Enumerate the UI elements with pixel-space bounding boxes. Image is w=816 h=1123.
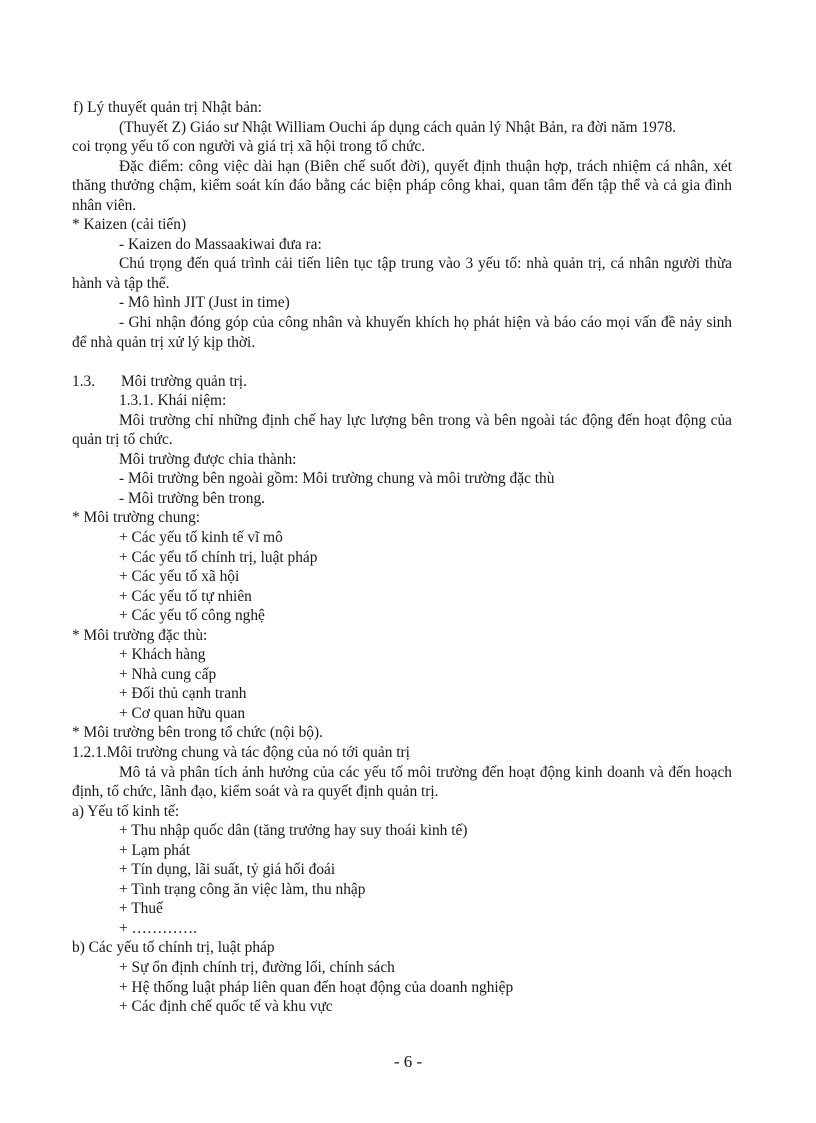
section-1-2-1-heading: 1.2.1.Môi trường chung và tác động của nó tới quản trị <box>72 744 410 761</box>
kaizen-item-2: - Mô hình JIT (Just in time) <box>119 294 290 312</box>
general-env-heading: * Môi trường chung: <box>72 509 201 527</box>
theory-z-intro: (Thuyết Z) Giáo sư Nhật William Ouchi áp dụng cách quản lý Nhật Bản, ra đời năm 1978. <box>119 118 677 136</box>
environment-definition: Môi trường chỉ những định chế hay lực lượng bên trong và bên ngoài tác động đến hoạt động của quản trị tổ chức. <box>72 411 732 449</box>
section-1-3-heading <box>72 372 732 392</box>
section-1-3-1-heading: 1.3.1. Khái niệm: <box>119 392 227 410</box>
kaizen-item-1-desc: Chú trọng đến quá trình cải tiến liên tục tập trung vào 3 yếu tố: nhà quản trị, cá nhân người thừa hành và tập thể. <box>72 255 732 292</box>
list-item: + Tình trạng công ăn việc làm, thu nhập <box>119 880 366 898</box>
list-item: + Đối thủ cạnh tranh <box>119 685 247 703</box>
list-item: + Các định chế quốc tế và khu vực <box>119 998 333 1016</box>
section-number: 1.3. <box>72 372 96 390</box>
environment-internal: - Môi trường bên trong. <box>119 489 266 507</box>
environment-divided: Môi trường được chia thành: <box>119 450 297 468</box>
kaizen-item-1: - Kaizen do Massaakiwai đưa ra: <box>119 235 322 253</box>
internal-env-heading: * Môi trường bên trong tổ chức (nội bộ). <box>72 724 323 742</box>
economic-heading: a) Yếu tố kinh tế: <box>72 802 180 820</box>
list-item: + Các yếu tố công nghệ <box>119 607 265 625</box>
spacer <box>72 352 732 372</box>
list-item: + Thuế <box>119 900 163 918</box>
list-item: + Khách hàng <box>119 646 206 664</box>
list-item: + Các yếu tố xã hội <box>119 568 240 586</box>
document-page <box>72 98 732 1017</box>
list-item: + Các yếu tố tự nhiên <box>119 587 252 605</box>
section-1-2-1-desc: Mô tả và phân tích ảnh hưởng của các yếu tố môi trường đến hoạt động kinh doanh và đến hoạch định, tổ chức, lãnh đạo, kiểm soát và ra quyết định quản trị. <box>72 763 732 801</box>
section-title: Môi trường quản trị. <box>121 372 247 390</box>
theory-z-intro-cont: coi trọng yếu tố con người và giá trị xã hội trong tổ chức. <box>72 138 426 156</box>
environment-external: - Môi trường bên ngoài gồm: Môi trường chung và môi trường đặc thù <box>119 470 555 488</box>
specific-env-heading: * Môi trường đặc thù: <box>72 626 208 644</box>
kaizen-heading: * Kaizen (cải tiến) <box>72 216 187 234</box>
list-item: + Tín dụng, lãi suất, tỷ giá hối đoái <box>119 861 336 879</box>
theory-z-features: Đặc điểm: công việc dài hạn (Biên chế suốt đời), quyết định thuận hợp, trách nhiệm cá nhân, xét thăng thưởng chậm, kiểm soát kín đáo bằng các biện pháp công khai, quan tâm đến tập thể và cả gia đình nhân viên. <box>72 157 732 214</box>
list-item: + Cơ quan hữu quan <box>119 704 246 722</box>
list-item: + Hệ thống luật pháp liên quan đến hoạt động của doanh nghiệp <box>119 978 514 996</box>
kaizen-item-3: - Ghi nhận đóng góp của công nhân và khuyến khích họ phát hiện và báo cáo mọi vấn đề nảy sinh để nhà quản trị xử lý kịp thời. <box>72 314 732 351</box>
page-number: - 6 - <box>393 1052 423 1071</box>
political-heading: b) Các yếu tố chính trị, luật pháp <box>72 939 275 957</box>
list-item: + Thu nhập quốc dân (tăng trưởng hay suy thoái kinh tế) <box>119 822 468 840</box>
list-item: + Sự ổn định chính trị, đường lối, chính sách <box>119 959 395 977</box>
list-item: + Lạm phát <box>119 841 191 859</box>
list-item: + Các yếu tố chính trị, luật pháp <box>119 548 318 566</box>
theory-z-heading: f) Lý thuyết quản trị Nhật bản: <box>73 99 262 116</box>
list-item: + Các yếu tố kinh tế vĩ mô <box>119 528 283 546</box>
list-item: + …………. <box>119 919 197 937</box>
list-item: + Nhà cung cấp <box>119 665 217 683</box>
